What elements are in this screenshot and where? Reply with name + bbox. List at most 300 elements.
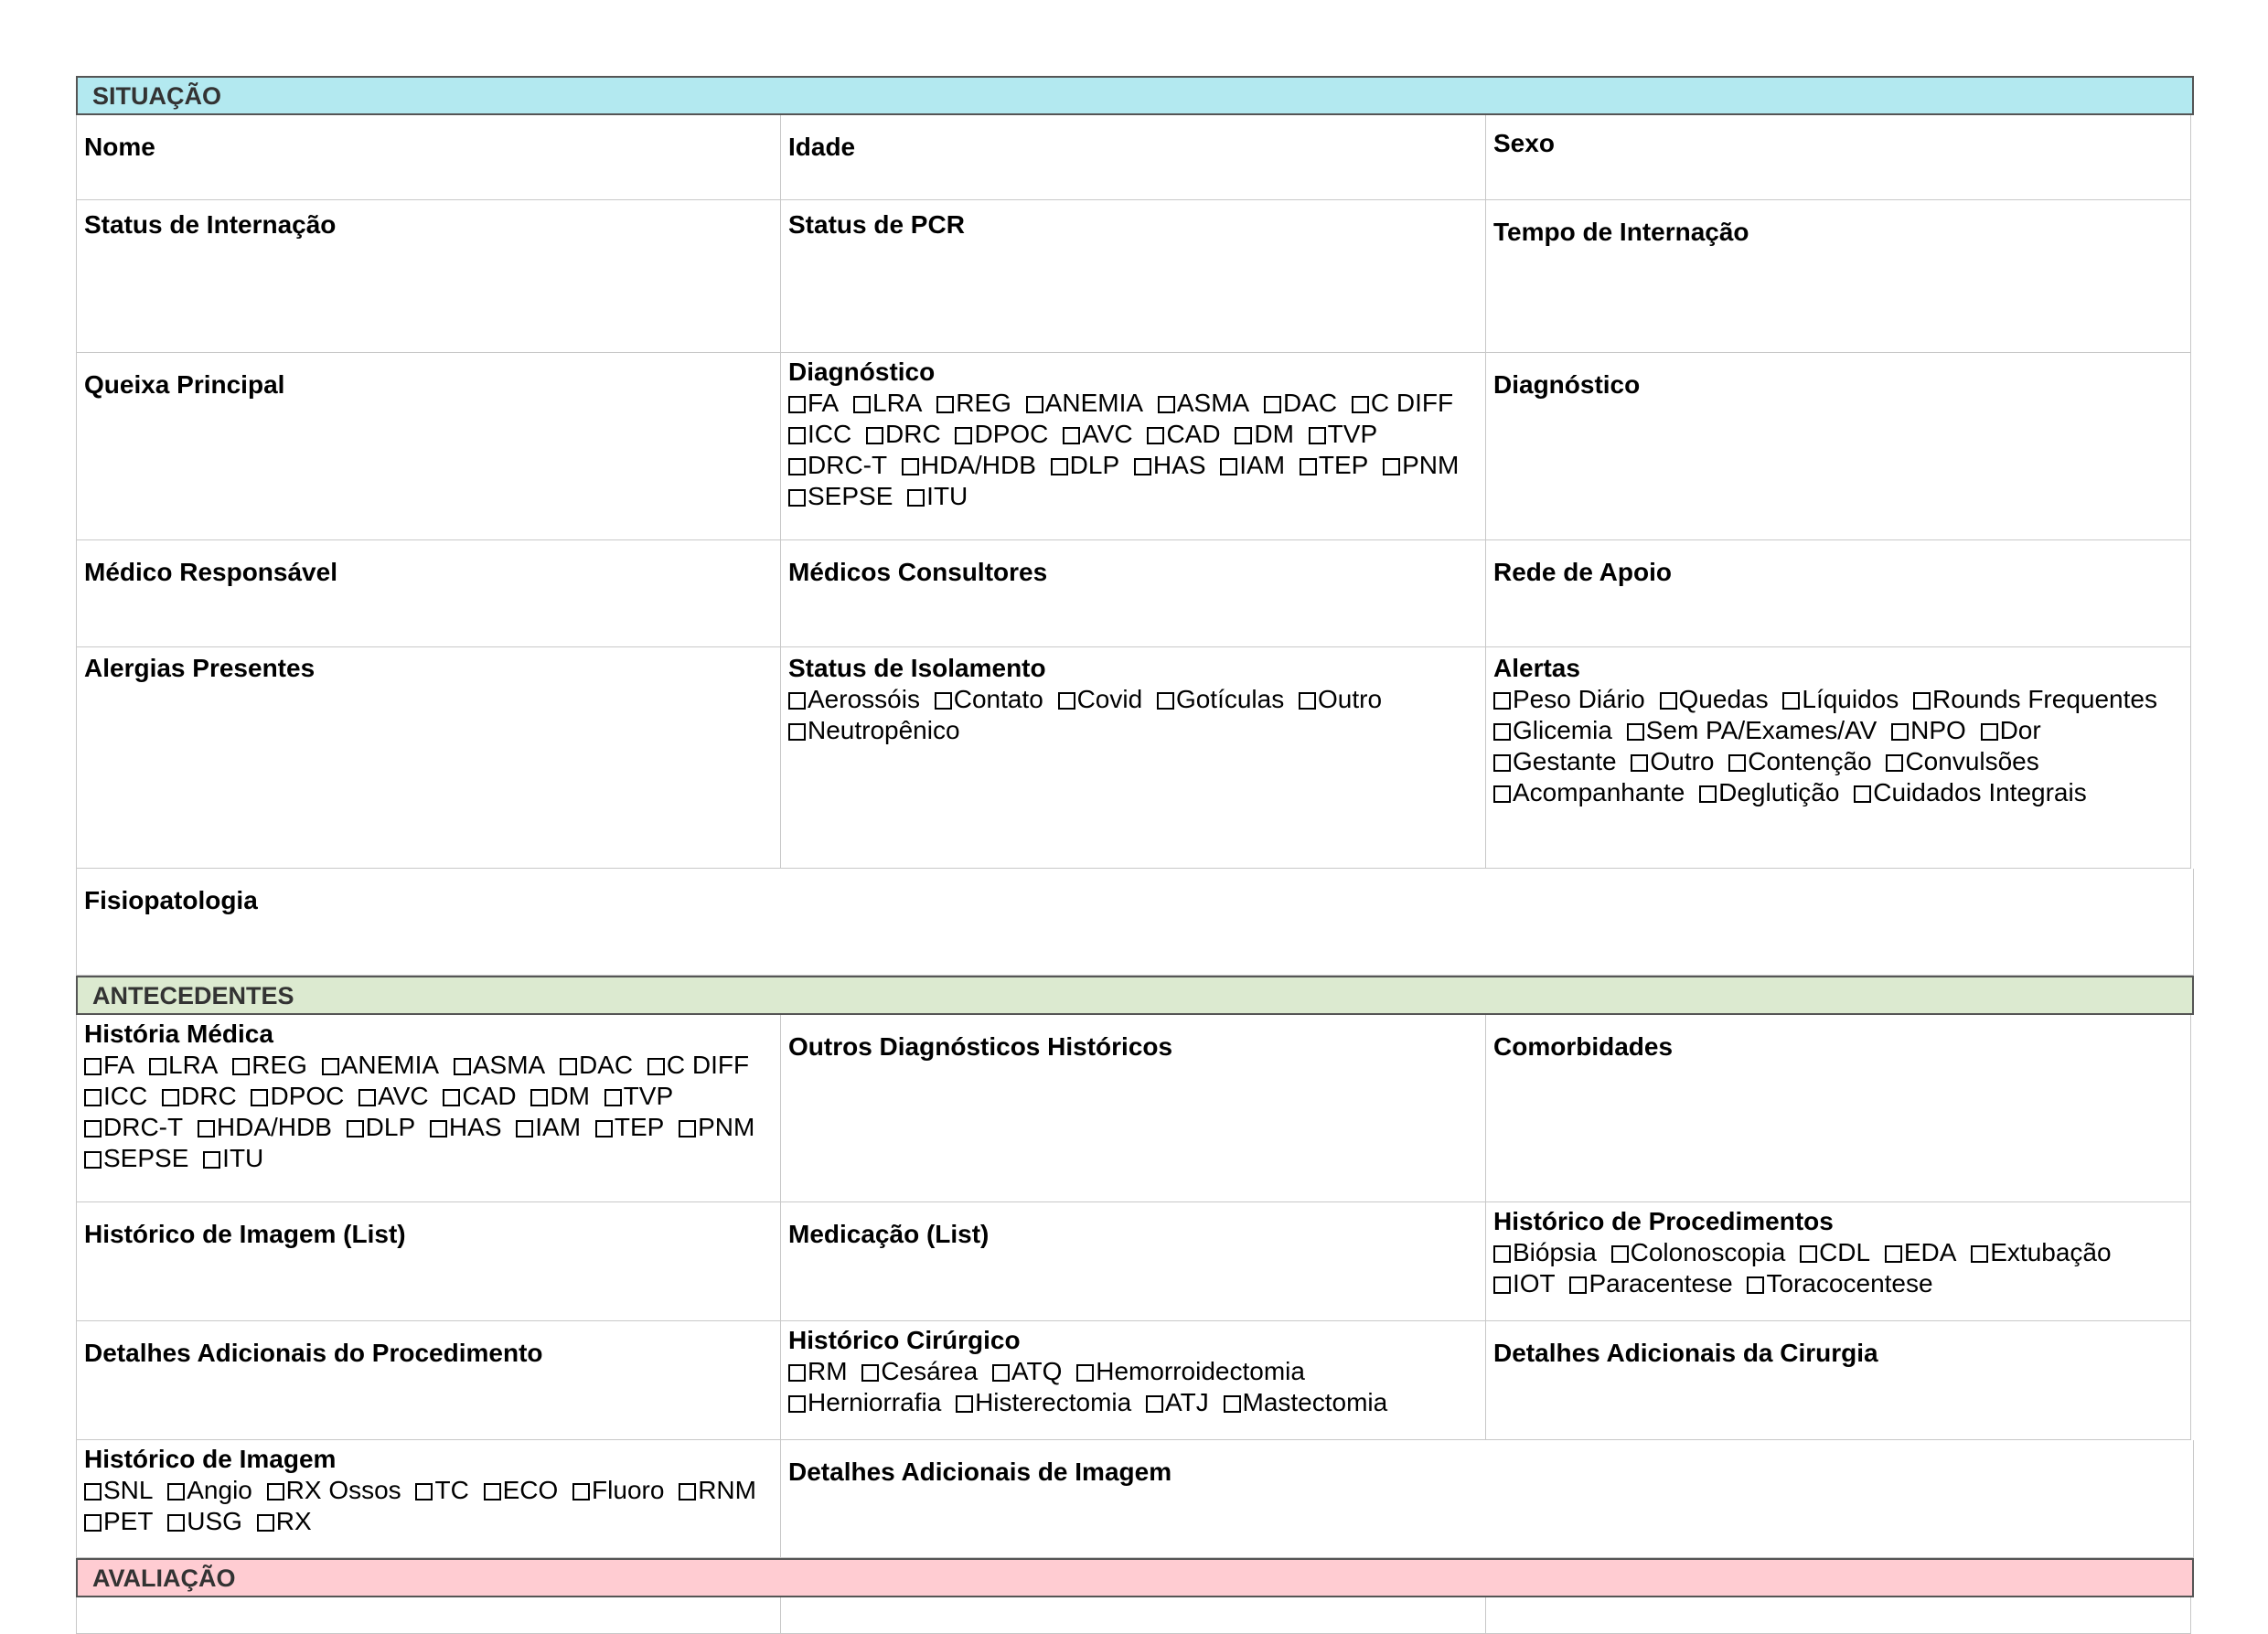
checkbox-option[interactable]	[1493, 685, 1645, 713]
checkbox-icon[interactable]	[560, 1058, 577, 1075]
checkbox-label: TEP	[1318, 451, 1369, 479]
checkbox-icon[interactable]	[956, 1395, 973, 1413]
checkbox-label: EDA	[1903, 1238, 1957, 1266]
checkbox-icon[interactable]	[1299, 692, 1316, 710]
checkbox-icon[interactable]	[1493, 723, 1511, 741]
checkbox-icon[interactable]	[1699, 785, 1717, 803]
checkbox-option[interactable]	[203, 1144, 263, 1172]
checkbox-label: Quedas	[1678, 685, 1769, 713]
checkbox-label: Biópsia	[1513, 1238, 1597, 1266]
checkbox-icon[interactable]	[358, 1089, 376, 1106]
checkbox-label: Gestante	[1513, 747, 1617, 775]
field-label: Fisiopatologia	[84, 886, 258, 914]
checkbox-icon[interactable]	[84, 1058, 102, 1075]
checkbox-option[interactable]	[1309, 420, 1377, 448]
checkbox-icon[interactable]	[788, 723, 806, 741]
checkbox-option[interactable]	[484, 1476, 559, 1504]
checkbox-option[interactable]	[788, 420, 851, 448]
checkbox-icon[interactable]	[1885, 1245, 1902, 1263]
checkbox-option[interactable]	[866, 420, 941, 448]
checkbox-option[interactable]	[149, 1051, 218, 1079]
checkbox-label: ANEMIA	[340, 1051, 440, 1079]
checkbox-label: AVC	[1082, 420, 1133, 448]
checkbox-option[interactable]	[788, 389, 839, 417]
sexo-field[interactable]	[1486, 115, 2191, 200]
checkbox-icon[interactable]	[1493, 1245, 1511, 1263]
checkbox-label: IAM	[535, 1113, 582, 1141]
checkbox-label: Peso Diário	[1513, 685, 1645, 713]
status-internacao-field[interactable]	[76, 200, 781, 353]
checkbox-icon[interactable]	[1158, 396, 1175, 413]
checkbox-icon[interactable]	[1026, 396, 1043, 413]
checkbox-label: Extubação	[1990, 1238, 2112, 1266]
checkbox-icon[interactable]	[1051, 458, 1068, 475]
checkbox-label: DPOC	[270, 1082, 345, 1110]
checkbox-icon[interactable]	[1264, 396, 1281, 413]
checkbox-label: Angio	[187, 1476, 252, 1504]
checkbox-label: Dor	[1999, 716, 2041, 744]
checkbox-icon[interactable]	[162, 1089, 179, 1106]
checkbox-option[interactable]	[322, 1051, 439, 1079]
historico-cirurgico-checklist	[781, 1321, 1486, 1440]
checkbox-label: CAD	[1166, 420, 1221, 448]
checkbox-label: DRC	[885, 420, 941, 448]
form-row	[76, 540, 2194, 647]
section-header-antecedentes: ANTECEDENTES	[76, 976, 2194, 1015]
checkbox-label: ATJ	[1165, 1388, 1209, 1416]
checkbox-option[interactable]	[1913, 685, 2157, 713]
historico-imagem-checklist	[76, 1440, 781, 1558]
isolamento-checklist	[781, 647, 1486, 869]
comorbidades-field[interactable]	[1486, 1015, 2191, 1202]
checkbox-icon[interactable]	[516, 1120, 533, 1137]
checkbox-option[interactable]	[1493, 716, 1612, 744]
checkbox-option[interactable]	[1885, 1238, 1957, 1266]
checkbox-label: ICC	[808, 420, 852, 448]
checkbox-option[interactable]	[84, 1507, 153, 1535]
checkbox-label: SEPSE	[103, 1144, 189, 1172]
checkbox-icon[interactable]	[1800, 1245, 1817, 1263]
checkbox-icon[interactable]	[347, 1120, 364, 1137]
checkbox-option[interactable]	[1981, 716, 2041, 744]
checkbox-icon[interactable]	[84, 1151, 102, 1169]
checkbox-option[interactable]	[443, 1082, 516, 1110]
field-label: Nome	[84, 133, 155, 161]
checkbox-option[interactable]	[358, 1082, 429, 1110]
checkbox-icon[interactable]	[84, 1514, 102, 1532]
checkbox-option[interactable]	[1264, 389, 1337, 417]
checkbox-label: DAC	[1283, 389, 1338, 417]
checkbox-label: Herniorrafia	[808, 1388, 942, 1416]
detalhes-procedimento-field[interactable]	[76, 1321, 781, 1440]
checkbox-label: ICC	[103, 1082, 148, 1110]
checkbox-option[interactable]	[1782, 685, 1899, 713]
field-label: Status de Isolamento	[788, 654, 1046, 682]
checkbox-option[interactable]	[1971, 1238, 2111, 1266]
checkbox-icon[interactable]	[443, 1089, 460, 1106]
checkbox-label: IOT	[1513, 1269, 1556, 1298]
checkbox-icon[interactable]	[935, 692, 952, 710]
checkbox-icon[interactable]	[572, 1483, 590, 1501]
tempo-internacao-field[interactable]	[1486, 200, 2191, 353]
checkbox-option[interactable]	[1854, 778, 2086, 806]
checkbox-option[interactable]	[1660, 685, 1769, 713]
checkbox-option[interactable]	[267, 1476, 401, 1504]
checkbox-icon[interactable]	[1157, 692, 1174, 710]
checkbox-option[interactable]	[232, 1051, 307, 1079]
checkbox-icon[interactable]	[530, 1089, 548, 1106]
checkbox-label: DAC	[579, 1051, 634, 1079]
field-label: Detalhes Adicionais do Procedimento	[84, 1339, 543, 1367]
checkbox-icon[interactable]	[788, 396, 806, 413]
checkbox-icon[interactable]	[1493, 785, 1511, 803]
alertas-checklist	[1486, 647, 2191, 869]
checkbox-icon[interactable]	[149, 1058, 166, 1075]
checkbox-label: TVP	[623, 1082, 674, 1110]
field-label: Tempo de Internação	[1493, 218, 1749, 246]
checkbox-icon[interactable]	[1631, 754, 1648, 772]
checkbox-icon[interactable]	[484, 1483, 501, 1501]
checkbox-option[interactable]	[257, 1507, 312, 1535]
checkbox-option[interactable]	[902, 451, 1036, 479]
section-header-situacao: SITUAÇÃO	[76, 76, 2194, 115]
checkbox-option[interactable]	[415, 1476, 468, 1504]
checkbox-label: USG	[187, 1507, 242, 1535]
checkbox-icon[interactable]	[1063, 427, 1080, 444]
checkbox-label: TC	[434, 1476, 469, 1504]
checkbox-option[interactable]	[454, 1051, 545, 1079]
checkbox-option[interactable]	[530, 1082, 590, 1110]
checkbox-icon[interactable]	[167, 1514, 185, 1532]
checkbox-label: NPO	[1910, 716, 1966, 744]
checkbox-icon[interactable]	[1076, 1364, 1094, 1382]
checkbox-icon[interactable]	[1493, 754, 1511, 772]
checkbox-option[interactable]	[1352, 389, 1453, 417]
checkbox-option[interactable]	[1026, 389, 1143, 417]
checkbox-icon[interactable]	[167, 1483, 185, 1501]
checkbox-icon[interactable]	[1235, 427, 1252, 444]
checkbox-label: C DIFF	[666, 1051, 750, 1079]
medico-responsavel-field[interactable]	[76, 540, 781, 647]
checkbox-icon[interactable]	[203, 1151, 220, 1169]
checkbox-icon[interactable]	[1747, 1276, 1764, 1294]
field-label: Histórico Cirúrgico	[788, 1326, 1021, 1354]
checkbox-option[interactable]	[595, 1113, 664, 1141]
field-label: Detalhes Adicionais da Cirurgia	[1493, 1339, 1878, 1367]
checkbox-icon[interactable]	[955, 427, 972, 444]
queixa-principal-field[interactable]	[76, 353, 781, 540]
checkbox-icon[interactable]	[1134, 458, 1151, 475]
checkbox-icon[interactable]	[454, 1058, 471, 1075]
historico-imagem-list-field[interactable]	[76, 1202, 781, 1321]
checkbox-option[interactable]	[1611, 1238, 1786, 1266]
checkbox-label: Acompanhante	[1513, 778, 1685, 806]
checkbox-icon[interactable]	[198, 1120, 215, 1137]
form-row	[76, 353, 2194, 540]
checkbox-icon[interactable]	[788, 427, 806, 444]
checkbox-icon[interactable]	[902, 458, 919, 475]
checkbox-icon[interactable]	[936, 396, 954, 413]
checkbox-option[interactable]	[1493, 778, 1685, 806]
form-cell[interactable]	[76, 1597, 781, 1634]
checkbox-option[interactable]	[1063, 420, 1133, 448]
checkbox-option[interactable]	[1157, 685, 1284, 713]
checkbox-option[interactable]	[647, 1051, 749, 1079]
checkbox-icon[interactable]	[1300, 458, 1317, 475]
field-label: Status de PCR	[788, 210, 965, 239]
checkbox-option[interactable]	[788, 451, 887, 479]
checkbox-icon[interactable]	[84, 1089, 102, 1106]
checkbox-label: ASMA	[472, 1051, 546, 1079]
checkbox-label: Cuidados Integrais	[1873, 778, 2087, 806]
checkbox-option[interactable]	[84, 1476, 153, 1504]
medicacao-list-field[interactable]	[781, 1202, 1486, 1321]
checkbox-icon[interactable]	[1146, 1395, 1163, 1413]
checkbox-label: Cesárea	[881, 1357, 979, 1385]
checkbox-icon[interactable]	[1660, 692, 1677, 710]
checkbox-icon[interactable]	[1309, 427, 1326, 444]
checkbox-option[interactable]	[955, 420, 1048, 448]
checkbox-icon[interactable]	[251, 1089, 268, 1106]
checkbox-icon[interactable]	[1611, 1245, 1629, 1263]
checkbox-option[interactable]	[936, 389, 1011, 417]
checkbox-icon[interactable]	[861, 1364, 879, 1382]
checkbox-icon[interactable]	[1627, 723, 1644, 741]
checkbox-icon[interactable]	[788, 489, 806, 507]
checkbox-icon[interactable]	[232, 1058, 250, 1075]
checkbox-option[interactable]	[1800, 1238, 1870, 1266]
checkbox-icon[interactable]	[1886, 754, 1903, 772]
checkbox-icon[interactable]	[322, 1058, 339, 1075]
diagnostico-checklist	[781, 353, 1486, 540]
checkbox-option[interactable]	[1493, 1238, 1597, 1266]
checkbox-option[interactable]	[788, 685, 920, 713]
field-label: Médico Responsável	[84, 558, 337, 586]
field-label: Comorbidades	[1493, 1032, 1674, 1061]
checkbox-icon[interactable]	[1058, 692, 1075, 710]
checkbox-icon[interactable]	[907, 489, 925, 507]
checkbox-icon[interactable]	[1569, 1276, 1587, 1294]
checkbox-option[interactable]	[1728, 747, 1871, 775]
checkbox-option[interactable]	[572, 1476, 664, 1504]
checkbox-icon[interactable]	[992, 1364, 1010, 1382]
checkbox-label: RX	[275, 1507, 312, 1535]
field-label: Histórico de Imagem	[84, 1445, 337, 1473]
checkbox-label: REG	[956, 389, 1011, 417]
rede-apoio-field[interactable]	[1486, 540, 2191, 647]
form-cell[interactable]	[781, 1597, 1486, 1634]
checkbox-icon[interactable]	[1854, 785, 1871, 803]
checkbox-label: IAM	[1239, 451, 1286, 479]
checkbox-option[interactable]	[1891, 716, 1966, 744]
nome-field[interactable]	[76, 115, 781, 200]
checkbox-option[interactable]	[861, 1357, 978, 1385]
checkbox-label: PNM	[1402, 451, 1460, 479]
checkbox-icon[interactable]	[788, 1364, 806, 1382]
checkbox-option[interactable]	[1747, 1269, 1932, 1298]
checkbox-label: Colonoscopia	[1630, 1238, 1786, 1266]
checkbox-option[interactable]	[604, 1082, 673, 1110]
checkbox-icon[interactable]	[604, 1089, 622, 1106]
checkbox-option[interactable]	[516, 1113, 581, 1141]
diagnostico-field[interactable]	[1486, 353, 2191, 540]
checkbox-icon[interactable]	[647, 1058, 665, 1075]
checkbox-icon[interactable]	[1891, 723, 1909, 741]
checkbox-icon[interactable]	[1913, 692, 1931, 710]
historia-medica-checklist	[76, 1015, 781, 1202]
checkbox-option[interactable]	[347, 1113, 415, 1141]
checkbox-option[interactable]	[788, 716, 960, 744]
field-label: Detalhes Adicionais de Imagem	[788, 1458, 1172, 1486]
checkbox-option[interactable]	[1383, 451, 1459, 479]
field-label: Histórico de Procedimentos	[1493, 1207, 1834, 1235]
checkbox-option[interactable]	[788, 482, 893, 510]
checkbox-option[interactable]	[679, 1476, 756, 1504]
checkbox-icon[interactable]	[1493, 1276, 1511, 1294]
checkbox-icon[interactable]	[415, 1483, 433, 1501]
checkbox-group	[1493, 1237, 2183, 1299]
checkbox-option[interactable]	[84, 1113, 183, 1141]
detalhes-imagem-field[interactable]	[781, 1440, 2194, 1558]
checkbox-option[interactable]	[1299, 685, 1382, 713]
checkbox-icon[interactable]	[1981, 723, 1998, 741]
checkbox-option[interactable]	[1058, 685, 1143, 713]
checkbox-option[interactable]	[1051, 451, 1119, 479]
checkbox-option[interactable]	[162, 1082, 237, 1110]
form-row	[76, 115, 2194, 200]
form-sheet	[76, 76, 2194, 1634]
checkbox-label: PNM	[698, 1113, 755, 1141]
checkbox-label: CDL	[1819, 1238, 1871, 1266]
checkbox-label: HDA/HDB	[216, 1113, 332, 1141]
checkbox-icon[interactable]	[1147, 427, 1164, 444]
checkbox-option[interactable]	[251, 1082, 344, 1110]
checkbox-icon[interactable]	[1493, 692, 1511, 710]
checkbox-icon[interactable]	[267, 1483, 284, 1501]
checkbox-option[interactable]	[198, 1113, 332, 1141]
checkbox-label: Histerectomia	[975, 1388, 1132, 1416]
checkbox-option[interactable]	[1631, 747, 1714, 775]
checkbox-option[interactable]	[1220, 451, 1285, 479]
status-pcr-field[interactable]	[781, 200, 1486, 353]
checkbox-option[interactable]	[1146, 1388, 1209, 1416]
medicos-consultores-field[interactable]	[781, 540, 1486, 647]
checkbox-label: RX Ossos	[285, 1476, 401, 1504]
checkbox-option[interactable]	[167, 1507, 242, 1535]
checkbox-option[interactable]	[167, 1476, 252, 1504]
checkbox-option[interactable]	[1886, 747, 2038, 775]
field-label: Médicos Consultores	[788, 558, 1048, 586]
checkbox-label: Fluoro	[592, 1476, 665, 1504]
checkbox-icon[interactable]	[1383, 458, 1400, 475]
checkbox-icon[interactable]	[1971, 1245, 1988, 1263]
checkbox-icon[interactable]	[1224, 1395, 1241, 1413]
checkbox-icon[interactable]	[788, 1395, 806, 1413]
detalhes-cirurgia-field[interactable]	[1486, 1321, 2191, 1440]
checkbox-label: Contato	[953, 685, 1043, 713]
checkbox-label: Rounds Frequentes	[1932, 685, 2157, 713]
checkbox-option[interactable]	[956, 1388, 1131, 1416]
checkbox-label: Neutropênico	[808, 716, 960, 744]
fisiopatologia-field[interactable]	[76, 869, 2194, 976]
checkbox-icon[interactable]	[84, 1120, 102, 1137]
checkbox-option[interactable]	[430, 1113, 502, 1141]
checkbox-icon[interactable]	[788, 692, 806, 710]
checkbox-option[interactable]	[84, 1082, 147, 1110]
checkbox-option[interactable]	[1158, 389, 1249, 417]
checkbox-icon[interactable]	[1352, 396, 1369, 413]
checkbox-label: DRC-T	[103, 1113, 184, 1141]
outros-diagnosticos-field[interactable]	[781, 1015, 1486, 1202]
checkbox-icon[interactable]	[430, 1120, 447, 1137]
checkbox-icon[interactable]	[1728, 754, 1746, 772]
checkbox-label: ATQ	[1011, 1357, 1063, 1385]
checkbox-option[interactable]	[1300, 451, 1368, 479]
checkbox-option[interactable]	[560, 1051, 633, 1079]
checkbox-option[interactable]	[1569, 1269, 1732, 1298]
checkbox-option[interactable]	[1076, 1357, 1305, 1385]
checkbox-icon[interactable]	[257, 1514, 274, 1532]
checkbox-option[interactable]	[84, 1051, 134, 1079]
checkbox-group	[788, 388, 1478, 512]
field-label: História Médica	[84, 1020, 273, 1048]
checkbox-option[interactable]	[1699, 778, 1839, 806]
idade-field[interactable]	[781, 115, 1486, 200]
form-row	[76, 869, 2194, 976]
checkbox-option[interactable]	[1627, 716, 1878, 744]
alergias-field[interactable]	[76, 647, 781, 869]
form-row	[76, 1202, 2194, 1321]
checkbox-icon[interactable]	[595, 1120, 613, 1137]
checkbox-option[interactable]	[907, 482, 968, 510]
checkbox-label: DRC	[181, 1082, 237, 1110]
checkbox-option[interactable]	[679, 1113, 754, 1141]
checkbox-icon[interactable]	[866, 427, 883, 444]
checkbox-icon[interactable]	[853, 396, 871, 413]
checkbox-icon[interactable]	[84, 1483, 102, 1501]
checkbox-icon[interactable]	[679, 1483, 696, 1501]
checkbox-option[interactable]	[788, 1357, 848, 1385]
checkbox-icon[interactable]	[788, 458, 806, 475]
checkbox-option[interactable]	[935, 685, 1043, 713]
checkbox-option[interactable]	[84, 1144, 188, 1172]
checkbox-label: TVP	[1327, 420, 1378, 448]
checkbox-label: ECO	[502, 1476, 559, 1504]
checkbox-option[interactable]	[1224, 1388, 1388, 1416]
checkbox-icon[interactable]	[1782, 692, 1800, 710]
checkbox-option[interactable]	[1134, 451, 1206, 479]
checkbox-option[interactable]	[788, 1388, 941, 1416]
checkbox-option[interactable]	[1235, 420, 1294, 448]
checkbox-label: Líquidos	[1802, 685, 1899, 713]
checkbox-option[interactable]	[1493, 1269, 1556, 1298]
checkbox-group	[788, 1356, 1478, 1418]
checkbox-icon[interactable]	[679, 1120, 696, 1137]
checkbox-option[interactable]	[1147, 420, 1220, 448]
checkbox-label: Glicemia	[1513, 716, 1612, 744]
checkbox-label: C DIFF	[1370, 389, 1454, 417]
checkbox-option[interactable]	[1493, 747, 1617, 775]
form-cell[interactable]	[1486, 1597, 2191, 1634]
checkbox-option[interactable]	[992, 1357, 1062, 1385]
checkbox-label: DM	[1254, 420, 1294, 448]
checkbox-option[interactable]	[853, 389, 922, 417]
checkbox-label: TEP	[614, 1113, 665, 1141]
form-row	[76, 1321, 2194, 1440]
checkbox-group	[1493, 684, 2183, 808]
checkbox-label: Deglutição	[1718, 778, 1840, 806]
checkbox-icon[interactable]	[1220, 458, 1237, 475]
